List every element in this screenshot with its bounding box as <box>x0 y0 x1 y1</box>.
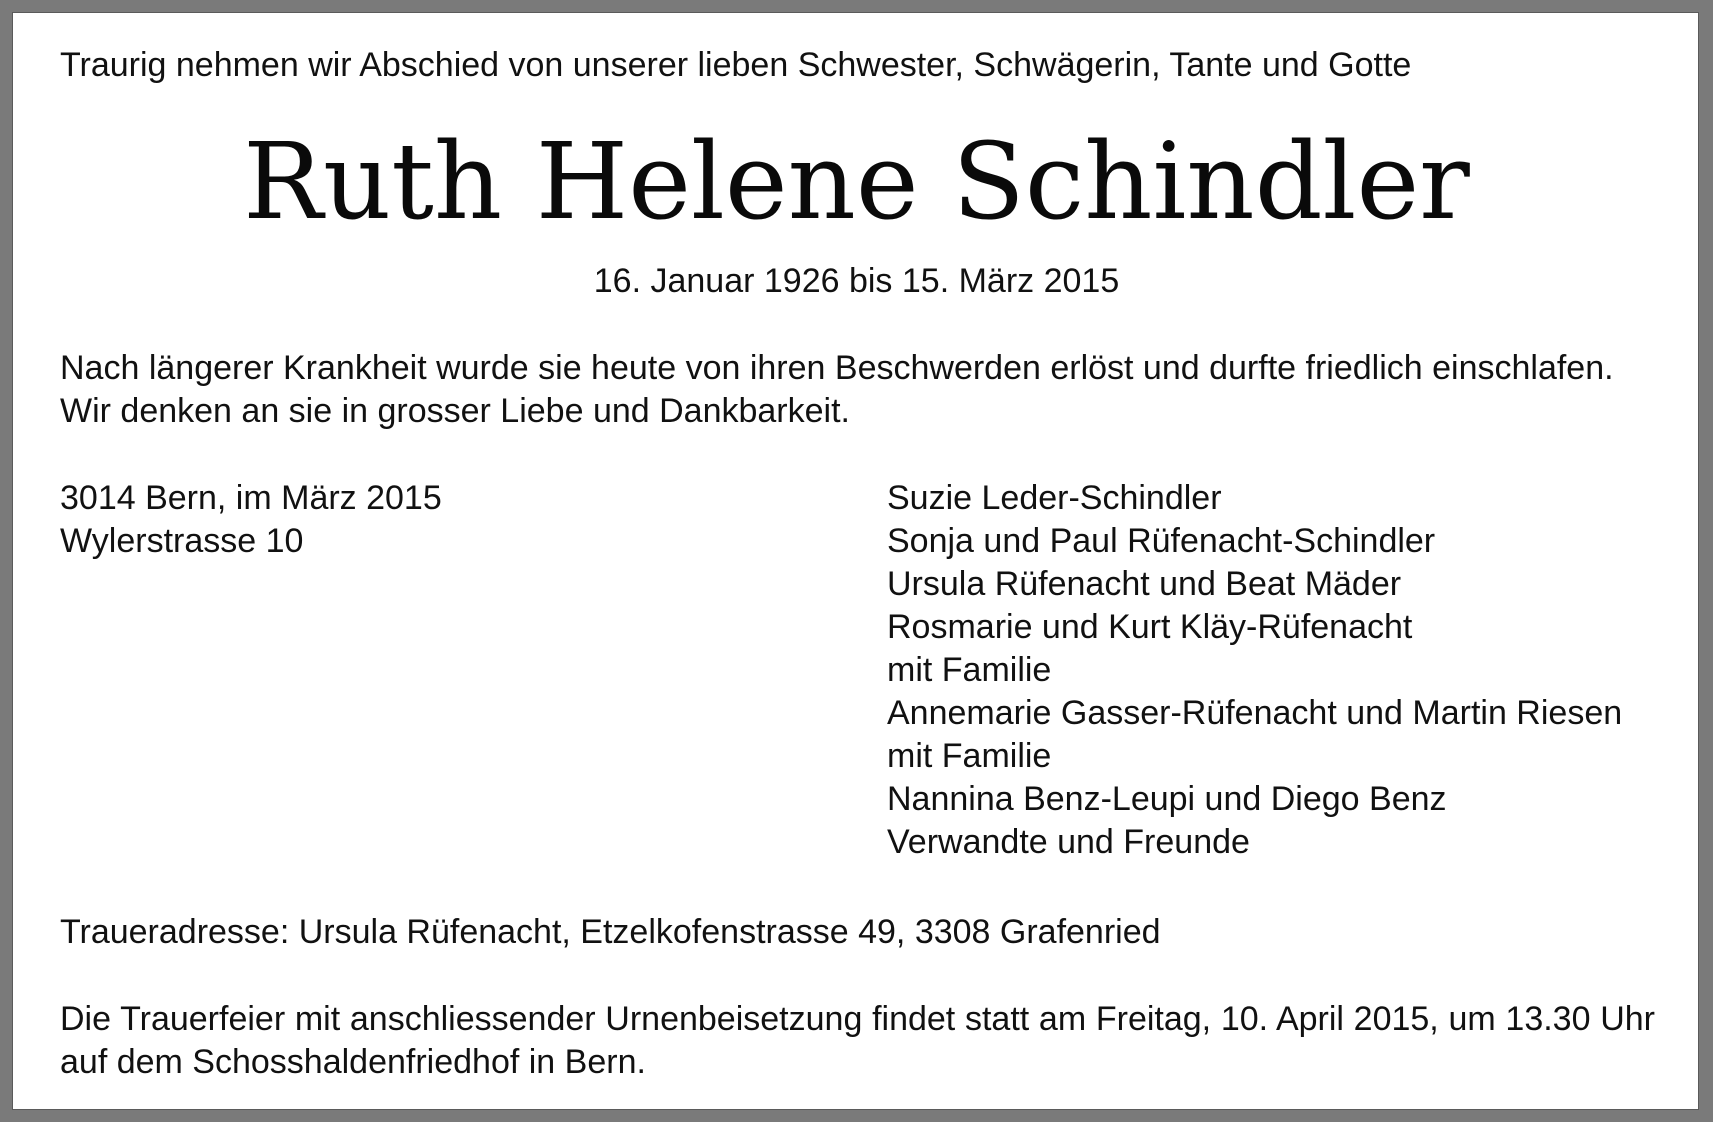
mourner-entry: Ursula Rüfenacht und Beat Mäder <box>887 565 1402 603</box>
mourner-entry: Suzie Leder-Schindler <box>887 479 1222 517</box>
mourner-entry: Rosmarie und Kurt Kläy-Rüfenacht <box>887 608 1413 646</box>
life-dates: 16. Januar 1926 bis 15. März 2015 <box>593 262 1120 300</box>
mourner-entry: Sonja und Paul Rüfenacht-Schindler <box>887 522 1436 560</box>
place-and-date-block <box>60 477 442 563</box>
mourning-address: Traueradresse: Ursula Rüfenacht, Etzelkofenstrasse 49, 3308 Grafenried <box>60 913 1161 951</box>
mourner-entry: Annemarie Gasser-Rüfenacht und Martin Riesen <box>887 694 1623 732</box>
message-block <box>60 347 1614 433</box>
mourners-list <box>887 477 1622 864</box>
intro-text: Traurig nehmen wir Abschied von unserer lieben Schwester, Schwägerin, Tante und Gotte <box>60 46 1412 84</box>
mourner-entry: mit Familie <box>887 737 1052 775</box>
ceremony-line: Die Trauerfeier mit anschliessender Urnenbeisetzung findet statt am Freitag, 10. April 2015, um 13.30 Uhr <box>60 1000 1655 1038</box>
ceremony-info <box>60 998 1655 1084</box>
mourner-entry: mit Familie <box>887 651 1052 689</box>
message-line: Wir denken an sie in grosser Liebe und Dankbarkeit. <box>60 392 850 430</box>
ceremony-line: auf dem Schosshaldenfriedhof in Bern. <box>60 1043 646 1081</box>
mourner-entry: Verwandte und Freunde <box>887 823 1250 861</box>
message-line: Nach längerer Krankheit wurde sie heute von ihren Beschwerden erlöst und durfte friedlich einschlafen. <box>60 349 1614 387</box>
street-address-line: Wylerstrasse 10 <box>60 522 304 560</box>
mourner-entry: Nannina Benz-Leupi und Diego Benz <box>887 780 1447 818</box>
place-date-line: 3014 Bern, im März 2015 <box>60 479 442 517</box>
deceased-name: Ruth Helene Schindler <box>243 120 1470 243</box>
